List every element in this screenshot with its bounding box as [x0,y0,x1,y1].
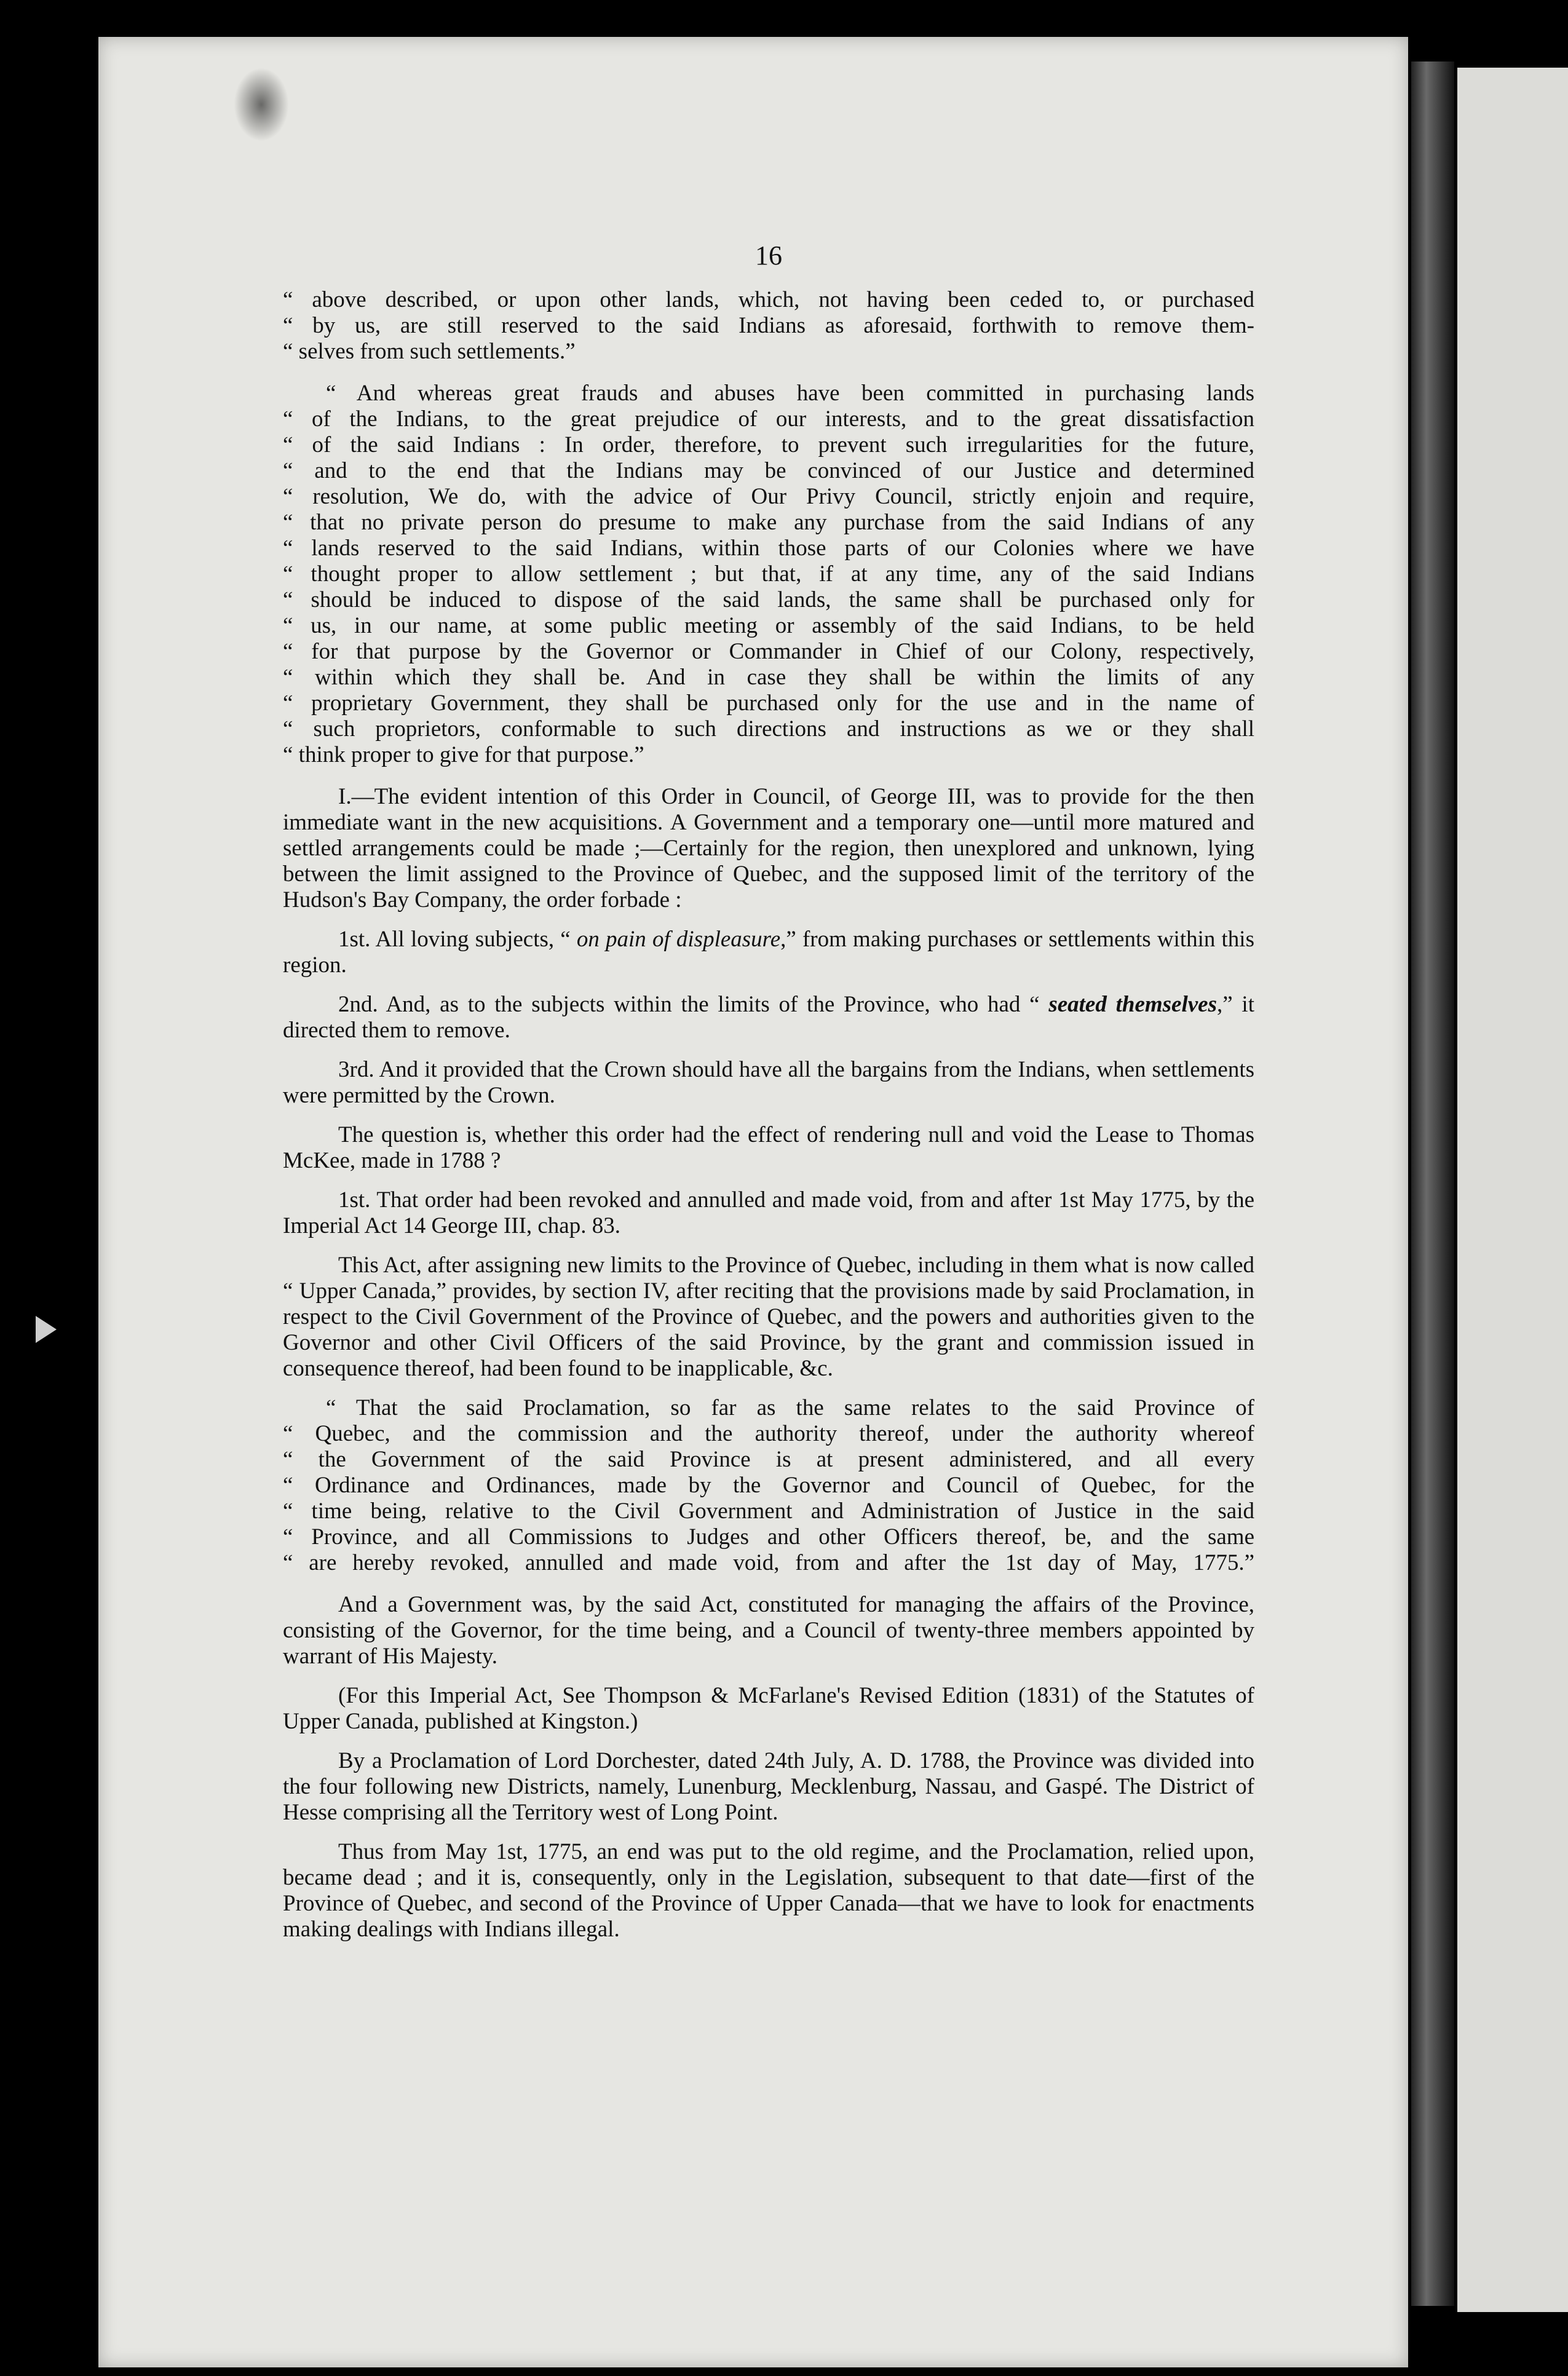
paragraph-revoked: 1st. That order had been revoked and annulled and made void, from and after 1st May 1775, by the Imperial Act 14 George III, chap. 83. [283,1187,1254,1238]
paragraph-act: This Act, after assigning new limits to the Province of Quebec, including in them what is now called “ Upper Canada,” provides, by section IV, after reciting that the provisions made by said Proclamation, in respect to the Civil Government of the Province of Quebec, and the powers and authorities given to the Governor and other Civil Officers of the said Province, by the grant and commission issued in consequence thereof, had been found to be inapplicable, &c. [283,1253,1254,1381]
page-number: 16 [755,240,782,271]
quote-line: “ are hereby revoked, annulled and made void, from and after the 1st day of May, 1775.” [283,1550,1254,1575]
quote-line: “ That the said Proclamation, so far as the same relates to the said Province of [326,1395,1254,1420]
quote-line: “ Ordinance and Ordinances, made by the Governor and Council of Quebec, for the [283,1473,1254,1498]
page-edge-notch [36,1316,57,1343]
quote-line: “ us, in our name, at some public meeting or assembly of the said Indians, to be held [283,613,1254,638]
paragraph-text: 1st. All loving subjects, “ [338,927,577,952]
book-spine-shadow [1411,61,1454,2306]
proclamation-quote [283,381,1254,768]
quote-line: “ thought proper to allow settlement ; but that, if at any time, any of the said Indians [283,561,1254,587]
paragraph-conclusion: Thus from May 1st, 1775, an end was put to the old regime, and the Proclamation, relied upon, became dead ; and it is, consequently, only in the Legislation, subsequent to that date—first of the Province of Quebec, and second of the Province of Upper Canada—that we have to look for enactments making dealings with Indians illegal. [283,1839,1254,1942]
quote-line: “ above described, or upon other lands, which, not having been ceded to, or purchased [283,287,1254,312]
quote-line: “ time being, relative to the Civil Government and Administration of Justice in the said [283,1499,1254,1524]
paragraph-government: And a Government was, by the said Act, constituted for managing the affairs of the Province, consisting of the Governor, for the time being, and a Council of twenty-three members appointed by warrant of His Majesty. [283,1592,1254,1669]
paragraph-text: 2nd. And, as to the subjects within the limits of the Province, who had “ [338,992,1049,1017]
quote-line: “ lands reserved to the said Indians, within those parts of our Colonies where we have [283,536,1254,561]
quote-line: “ Province, and all Commissions to Judges and other Officers thereof, be, and the same [283,1524,1254,1550]
quote-line: “ And whereas great frauds and abuses have been committed in purchasing lands [326,381,1254,406]
quote-line: “ Quebec, and the commission and the authority thereof, under the authority whereof [283,1421,1254,1446]
page-text [283,240,1254,1956]
emphasis-text: on pain of displeasure [576,927,781,952]
paragraph-dorchester: By a Proclamation of Lord Dorchester, dated 24th July, A. D. 1788, the Province was divided into the four following new Districts, namely, Lunenburg, Mecklenburg, Nassau, and Gaspé. The District of Hesse comprising all the Territory west of Long Point. [283,1748,1254,1825]
quote-line: “ by us, are still reserved to the said Indians as aforesaid, forthwith to remove them- [283,313,1254,338]
paragraph-third: 3rd. And it provided that the Crown should have all the bargains from the Indians, when settlements were permitted by the Crown. [283,1057,1254,1108]
quote-line: “ within which they shall be. And in case they shall be within the limits of any [283,665,1254,690]
emphasis-text: seated themselves [1048,992,1218,1017]
paragraph-intention: I.—The evident intention of this Order in Council, of George III, was to provide for the then immediate want in the new acquisitions. A Government and a temporary one—until more matured and settled arrangements could be made ;—Certainly for the region, then unexplored and unknown, lying between the limit assigned to the Province of Quebec, and the supposed limit of the territory of the Hudson's Bay Company, the order forbade : [283,784,1254,913]
quote-line: “ proprietary Government, they shall be purchased only for the use and in the name of [283,691,1254,716]
quote-line: “ such proprietors, conformable to such directions and instructions as we or they shall [283,716,1254,742]
quote-line: “ selves from such settlements.” [283,339,576,364]
paragraph-question: The question is, whether this order had the effect of rendering null and void the Lease to Thomas McKee, made in 1788 ? [283,1122,1254,1173]
quote-line: “ that no private person do presume to make any purchase from the said Indians of any [283,510,1254,535]
act-quote [283,1395,1254,1576]
paragraph-second [283,992,1254,1043]
quote-line: “ for that purpose by the Governor or Commander in Chief of our Colony, respectively, [283,639,1254,664]
corner-smudge [234,68,289,141]
quote-line: “ resolution, We do, with the advice of Our Privy Council, strictly enjoin and require, [283,484,1254,509]
quote-line: “ of the Indians, to the great prejudice of our interests, and to the great dissatisfaction [283,406,1254,432]
quote-line: “ should be induced to dispose of the said lands, the same shall be purchased only for [283,587,1254,612]
quote-line: “ and to the end that the Indians may be convinced of our Justice and determined [283,458,1254,483]
paragraph-text: ,” it directed them to remove. [283,992,1254,1043]
paragraph-reference: (For this Imperial Act, See Thompson & McFarlane's Revised Edition (1831) of the Statutes of Upper Canada, published at Kingston.) [283,1683,1254,1734]
opening-quote [283,287,1254,365]
quote-line: “ think proper to give for that purpose.” [283,742,644,767]
adjacent-page-edge [1457,68,1568,2312]
quote-line: “ the Government of the said Province is at present administered, and all every [283,1447,1254,1472]
paragraph-text: ,” from making purchases or settlements within this region. [283,927,1254,978]
paragraph-first [283,927,1254,978]
quote-line: “ of the said Indians : In order, therefore, to prevent such irregularities for the future, [283,432,1254,457]
